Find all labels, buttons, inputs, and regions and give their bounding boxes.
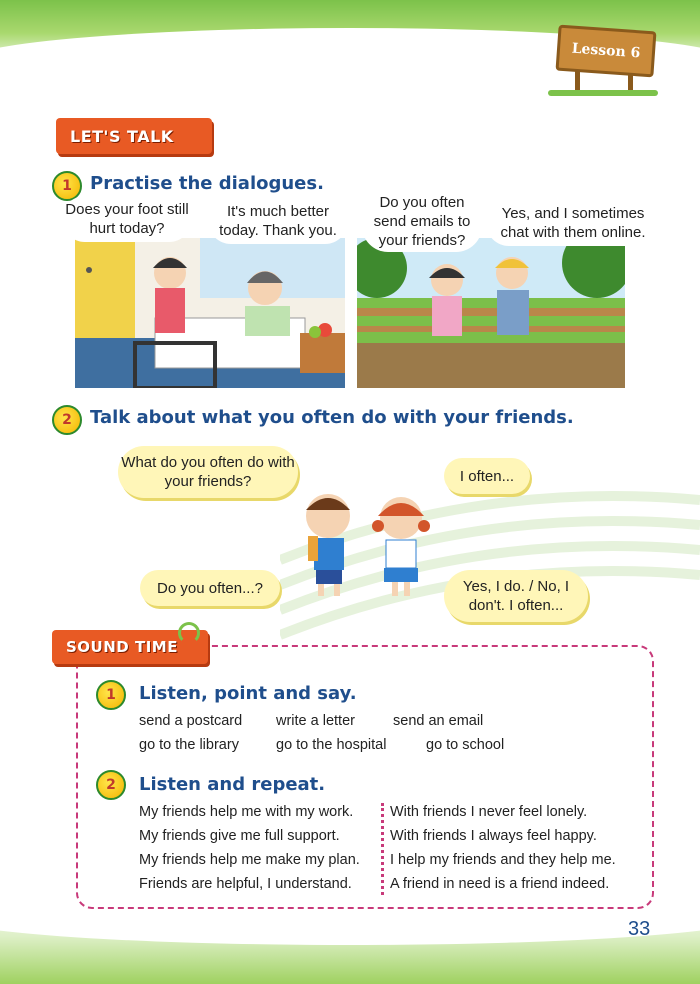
task2-bubble-answer <box>444 570 588 622</box>
task2-number-badge <box>52 405 82 435</box>
word-send-a-postcard: send a postcard <box>139 713 243 729</box>
scene2-bubble-answer <box>486 200 660 246</box>
rhyme-left-column <box>139 800 360 896</box>
rhyme-line: My friends give me full support. <box>139 828 340 844</box>
sound-task2-number: 2 <box>106 777 116 793</box>
scene2-bubble-question <box>362 190 482 252</box>
task2-bubble-often <box>444 458 530 494</box>
park-illustration <box>357 238 625 388</box>
task2-heading: Talk about what you often do with your friends. <box>90 407 574 428</box>
task1-heading: Practise the dialogues. <box>90 173 324 194</box>
headphone-icon <box>178 622 200 644</box>
sound-task2-number-badge <box>96 770 126 800</box>
sound-task1-number: 1 <box>106 687 116 703</box>
scene1-bubble-question <box>62 196 192 242</box>
scene2-question-text: Do you often send emails to your friends? <box>373 193 471 249</box>
sound-task1-heading: Listen, point and say. <box>139 683 357 704</box>
word-send-an-email: send an email <box>393 713 484 729</box>
rhyme-line: I help my friends and they help me. <box>390 852 616 868</box>
hospital-scene <box>75 238 345 388</box>
rhyme-line: With friends I never feel lonely. <box>390 804 588 820</box>
task2-answer-text: Yes, I do. / No, I don't. I often... <box>462 578 570 614</box>
word-go-to-the-library: go to the library <box>139 737 239 753</box>
rhyme-line: A friend in need is a friend indeed. <box>390 876 610 892</box>
lesson-label: Lesson 6 <box>571 40 641 62</box>
rhyme-line: Friends are helpful, I understand. <box>139 876 352 892</box>
lesson-sign <box>556 25 657 78</box>
word-go-to-the-hospital: go to the hospital <box>276 737 387 753</box>
sound-task2-heading: Listen and repeat. <box>139 774 326 795</box>
park-scene <box>357 238 625 388</box>
two-kids-illustration <box>296 488 446 603</box>
rhyme-right-column <box>390 800 616 896</box>
task1-number: 1 <box>62 178 72 194</box>
task2-bubble-question <box>118 446 298 498</box>
task2-bubble-do-you <box>140 570 280 606</box>
rhyme-line: My friends help me with my work. <box>139 804 354 820</box>
scene1-question-text: Does your foot still hurt today? <box>65 201 189 237</box>
rhyme-divider <box>381 803 384 895</box>
lets-talk-banner-text: LET'S TALK <box>70 126 174 146</box>
page-number: 33 <box>628 918 651 940</box>
scene2-answer-text: Yes, and I sometimes chat with them online. <box>500 205 646 241</box>
word-go-to-school: go to school <box>426 737 505 753</box>
lets-talk-banner <box>56 118 212 154</box>
sound-time-banner-text: SOUND TIME <box>66 638 178 656</box>
sound-task1-number-badge <box>96 680 126 710</box>
word-write-a-letter: write a letter <box>276 713 355 729</box>
task2-often-text: I often... <box>459 467 515 485</box>
hospital-illustration <box>75 238 345 388</box>
task2-number: 2 <box>62 412 72 428</box>
rhyme-line: My friends help me make my plan. <box>139 852 360 868</box>
rhyme-line: With friends I always feel happy. <box>390 828 597 844</box>
task2-do-you-text: Do you often...? <box>157 579 263 597</box>
sign-grass <box>548 90 658 96</box>
scene1-bubble-answer <box>208 198 348 244</box>
task2-question-text: What do you often do with your friends? <box>121 454 295 490</box>
scene1-answer-text: It's much better today. Thank you. <box>219 203 337 239</box>
